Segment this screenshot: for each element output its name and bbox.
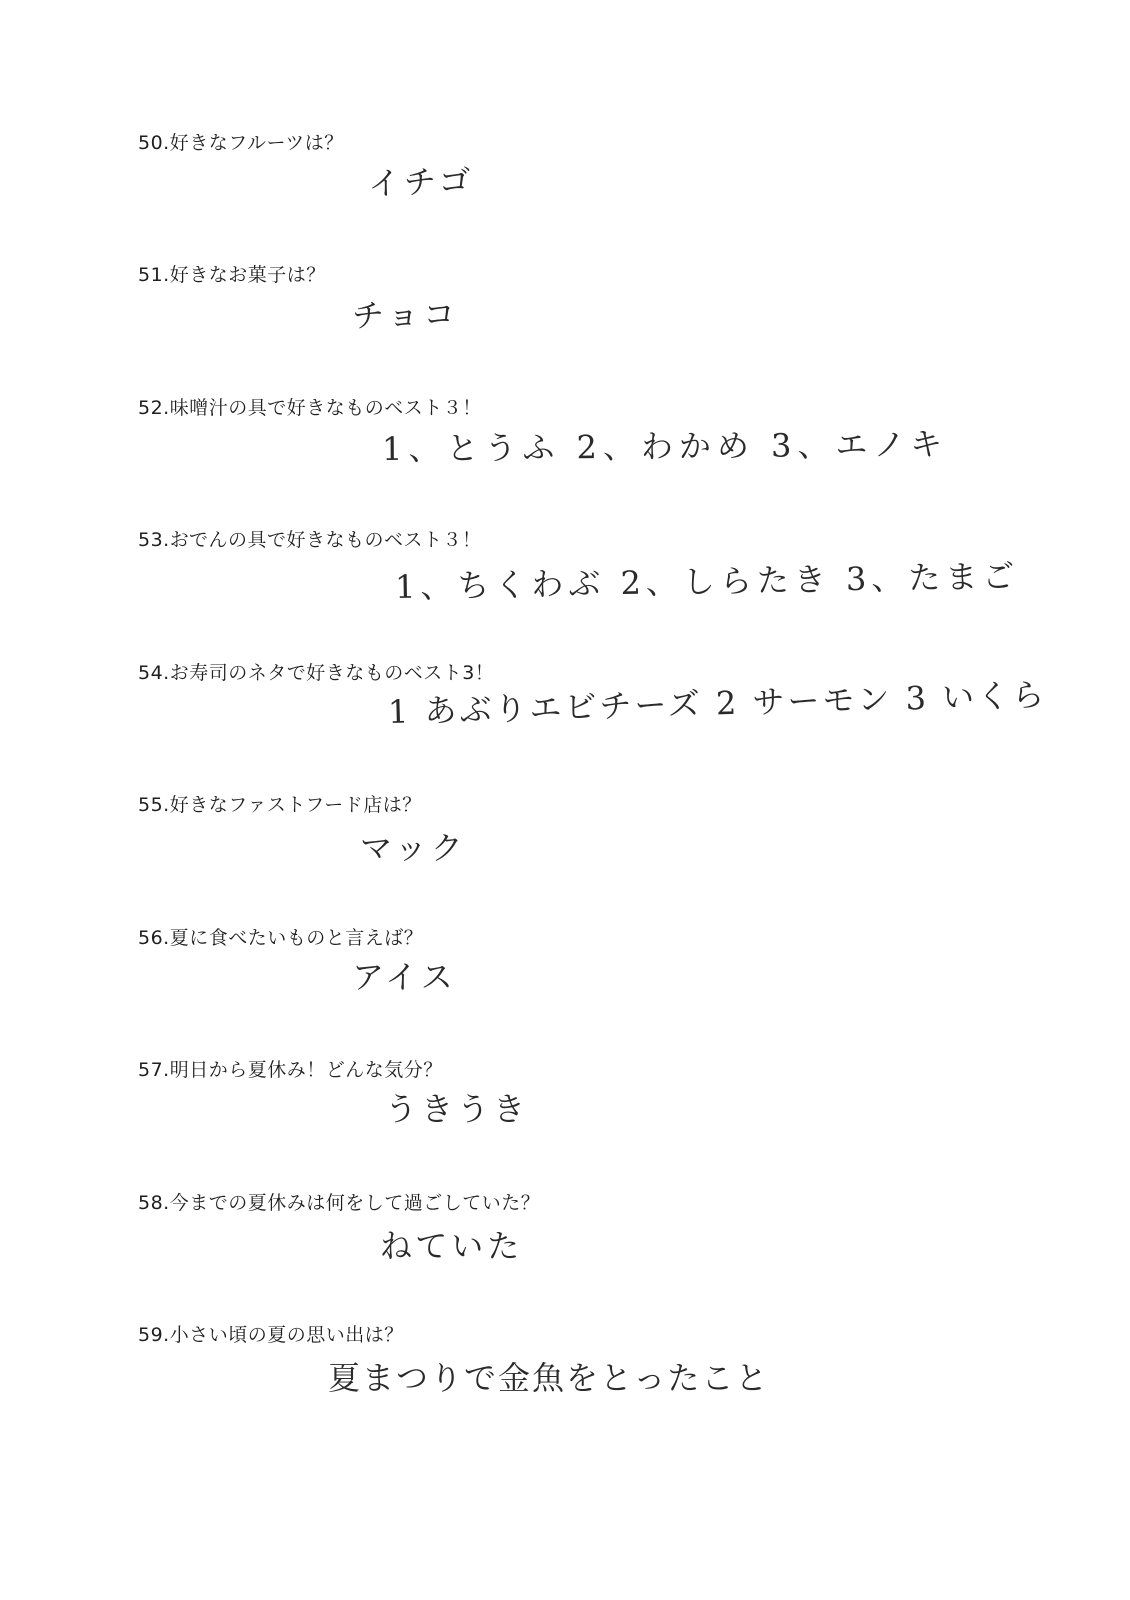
qa-item-52 bbox=[0, 395, 1130, 525]
handwritten-answer: 夏まつりで金魚をとったこと bbox=[328, 1359, 770, 1397]
handwritten-answer: 1、とうふ 2、わかめ 3、エノキ bbox=[381, 425, 949, 468]
question-text: 51.好きなお菓子は？ bbox=[138, 264, 326, 286]
question-text: 58.今までの夏休みは何をして過ごしていた？ bbox=[138, 1192, 541, 1214]
qa-item-51 bbox=[0, 262, 1130, 392]
question-text: 50.好きなフルーツは？ bbox=[138, 132, 344, 154]
question-text: 55.好きなファストフード店は？ bbox=[138, 794, 422, 816]
qa-item-53 bbox=[0, 527, 1130, 657]
qa-item-58 bbox=[0, 1190, 1130, 1320]
handwritten-answer: イチゴ bbox=[367, 161, 476, 203]
handwritten-answer: 1 あぶりエビチーズ 2 サーモン 3 いくら bbox=[387, 675, 1048, 731]
handwritten-answer: ねていた bbox=[380, 1227, 524, 1265]
question-text: 56.夏に食べたいものと言えば？ bbox=[138, 927, 424, 949]
question-text: 53.おでんの具で好きなものベスト３！ bbox=[138, 529, 482, 551]
handwritten-answer: マック bbox=[360, 829, 467, 867]
qa-item-57 bbox=[0, 1057, 1130, 1187]
handwritten-answer: チョコ bbox=[351, 295, 460, 335]
qa-item-54 bbox=[0, 660, 1130, 790]
qa-item-50 bbox=[0, 130, 1130, 260]
question-text: 52.味噌汁の具で好きなものベスト３！ bbox=[138, 397, 482, 419]
qa-item-56 bbox=[0, 925, 1130, 1055]
question-text: 54.お寿司のネタで好きなものベスト3！ bbox=[138, 662, 495, 684]
qa-item-55 bbox=[0, 792, 1130, 922]
handwritten-answer: アイス bbox=[352, 958, 457, 996]
handwritten-answer: うきうき bbox=[385, 1090, 530, 1128]
handwritten-answer: 1、ちくわぶ 2、しらたき 3、たまご bbox=[394, 557, 1020, 606]
question-text: 57.明日から夏休み！どんな気分？ bbox=[138, 1059, 443, 1081]
question-text: 59.小さい頃の夏の思い出は？ bbox=[138, 1324, 404, 1346]
qa-item-59 bbox=[0, 1322, 1130, 1452]
